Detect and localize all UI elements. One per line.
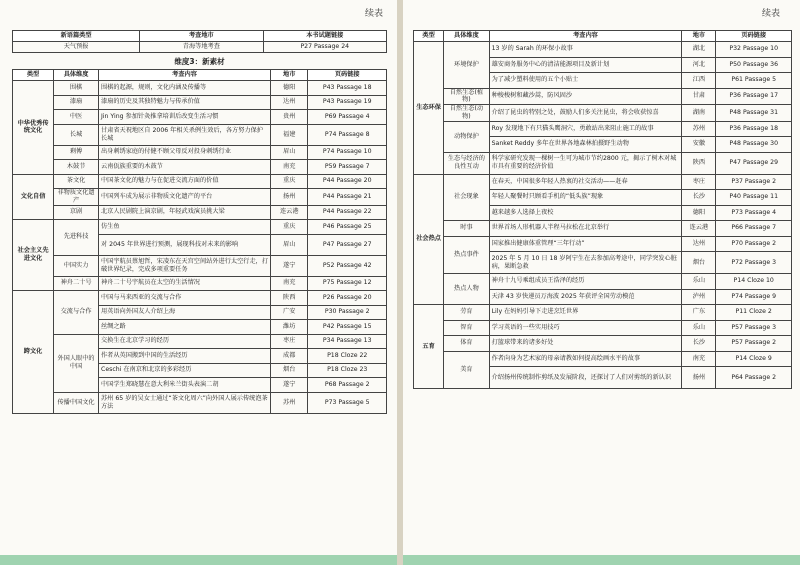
link-cell: P69 Passage 4 xyxy=(308,110,387,125)
content-cell: 2025 年 5 月 10 日 18 岁阿宁生在去参加高考途中，同学突发心脏病，果断急救 xyxy=(489,252,682,274)
city-cell: 枣庄 xyxy=(271,334,308,349)
left-material-table xyxy=(12,69,387,414)
content-cell: Roy 发现地下有只猫头鹰洞穴，勇敢站出来阻止施工的故事 xyxy=(489,121,682,137)
header-cell: 具体维度 xyxy=(54,70,99,81)
content-cell: 13 岁的 Sarah 的环保小故事 xyxy=(489,42,682,58)
city-cell: 广安 xyxy=(271,305,308,320)
header-cell: 考查内容 xyxy=(489,31,682,42)
dimension-cell: 中医 xyxy=(54,110,99,125)
city-cell: 烟台 xyxy=(682,252,716,274)
link-cell: P43 Passage 18 xyxy=(308,81,387,96)
table-row xyxy=(414,42,792,58)
link-cell: P14 Cloze 9 xyxy=(716,351,792,367)
table-row xyxy=(13,160,387,175)
link-cell: P75 Passage 12 xyxy=(308,276,387,291)
header-cell: 考查内容 xyxy=(99,70,271,81)
city-cell: 重庆 xyxy=(271,220,308,235)
header-cell: 本书试题链接 xyxy=(263,31,386,42)
left-page xyxy=(0,0,397,565)
content-cell: 中国与马来西亚的交流与合作 xyxy=(99,291,271,306)
dimension-cell: 美育 xyxy=(444,351,489,389)
table-row xyxy=(13,110,387,125)
link-cell: P52 Passage 42 xyxy=(308,255,387,276)
right-page xyxy=(403,0,800,565)
table-row xyxy=(414,105,792,122)
link-cell: P57 Passage 3 xyxy=(716,320,792,336)
content-cell: 作者向身为艺术家的母亲请教如何提高绘画水平的故事 xyxy=(489,351,682,367)
city-cell: 甘肃 xyxy=(682,88,716,105)
city-cell: 扬州 xyxy=(271,189,308,206)
content-cell: 在春天，中国很多年轻人热衷的社交活动——赶春 xyxy=(489,174,682,190)
link-cell: P74 Passage 8 xyxy=(308,124,387,145)
link-cell: P73 Passage 5 xyxy=(308,392,387,413)
content-cell: 漆扇的历史及其独特魅力与传承价值 xyxy=(99,95,271,110)
link-cell: P36 Passage 17 xyxy=(716,88,792,105)
table-row xyxy=(13,189,387,206)
bottom-band-right xyxy=(403,555,800,565)
content-cell: 越来越多人选择上夜校 xyxy=(489,205,682,221)
city-cell: 德阳 xyxy=(271,81,308,96)
cell: 天气预报 xyxy=(13,42,140,53)
content-cell: 中国宇航员蔡旭哲，宋凌东在天宫空间站外进行太空行走，打破世界纪录，完成多项重要任务 xyxy=(99,255,271,276)
link-cell: P34 Passage 13 xyxy=(308,334,387,349)
type-cell: 生态环保 xyxy=(414,42,444,175)
city-cell: 德阳 xyxy=(682,205,716,221)
city-cell: 河北 xyxy=(682,57,716,73)
city-cell: 湖南 xyxy=(682,105,716,122)
city-cell: 贵州 xyxy=(271,110,308,125)
city-cell: 连云港 xyxy=(682,221,716,237)
table-row xyxy=(414,88,792,105)
cell: 青海等地考查 xyxy=(140,42,263,53)
dimension-cell: 生态与经济的良性互动 xyxy=(444,152,489,174)
city-cell: 安徽 xyxy=(682,137,716,153)
link-cell: P18 Cloze 22 xyxy=(308,349,387,364)
dimension-cell: 漆扇 xyxy=(54,95,99,110)
content-cell: 种梭梭树和藏沙蒿，防风固沙 xyxy=(489,88,682,105)
link-cell: P72 Passage 3 xyxy=(716,252,792,274)
city-cell: 南充 xyxy=(682,351,716,367)
table-row xyxy=(13,334,387,349)
content-cell: Lily 在妈妈引导下走进烹饪世界 xyxy=(489,305,682,321)
content-cell: 出身刺绣家庭的付健不顾父母反对投身刺绣行业 xyxy=(99,145,271,160)
dimension-cell: 社会现象 xyxy=(444,174,489,221)
link-cell: P61 Passage 5 xyxy=(716,73,792,89)
link-cell: P11 Cloze 2 xyxy=(716,305,792,321)
dimension-cell: 剩傅 xyxy=(54,145,99,160)
type-cell: 五育 xyxy=(414,305,444,389)
header-cell: 地市 xyxy=(682,31,716,42)
dimension-cell: 环境保护 xyxy=(444,42,489,89)
city-cell: 苏州 xyxy=(271,392,308,413)
city-cell: 广东 xyxy=(682,305,716,321)
table-row xyxy=(414,305,792,321)
table-row xyxy=(13,276,387,291)
city-cell: 陕西 xyxy=(682,152,716,174)
header-cell: 页码链接 xyxy=(308,70,387,81)
table-row xyxy=(13,220,387,235)
link-cell: P46 Passage 25 xyxy=(308,220,387,235)
link-cell: P48 Passage 30 xyxy=(716,137,792,153)
dimension-cell: 茶文化 xyxy=(54,174,99,189)
dimension-cell: 神舟二十号 xyxy=(54,276,99,291)
content-cell: 学习英语的一些实用技巧 xyxy=(489,320,682,336)
city-cell: 福建 xyxy=(271,124,308,145)
right-material-table xyxy=(413,30,792,389)
content-cell: 中国列车成为展示非物质文化遗产的平台 xyxy=(99,189,271,206)
dimension-cell: 木鼓节 xyxy=(54,160,99,175)
header-cell: 类型 xyxy=(414,31,444,42)
city-cell: 乐山 xyxy=(682,274,716,290)
section-title: 维度3：新素材 xyxy=(174,57,225,66)
city-cell: 湖北 xyxy=(682,42,716,58)
content-cell: Jin Ying 参加针灸推拿培训后改变生活习惯 xyxy=(99,110,271,125)
table-row xyxy=(414,320,792,336)
content-cell: 天津 43 岁快递员万海波 2025 年获评全国劳动模范 xyxy=(489,289,682,305)
link-cell: P18 Cloze 23 xyxy=(308,363,387,378)
content-cell: 中国茶文化的魅力与在促进交流方面的价值 xyxy=(99,174,271,189)
link-cell: P74 Passage 9 xyxy=(716,289,792,305)
link-cell: P44 Passage 20 xyxy=(308,174,387,189)
table-row xyxy=(13,145,387,160)
city-cell: 遂宁 xyxy=(271,378,308,393)
city-cell: 江西 xyxy=(682,73,716,89)
header-cell: 类型 xyxy=(13,70,54,81)
table-row xyxy=(414,152,792,174)
content-cell: 世界首场人形机器人半程马拉松在北京举行 xyxy=(489,221,682,237)
city-cell: 长沙 xyxy=(682,190,716,206)
dimension-cell: 长城 xyxy=(54,124,99,145)
city-cell: 烟台 xyxy=(271,363,308,378)
table-row xyxy=(13,255,387,276)
link-cell: P42 Passage 15 xyxy=(308,320,387,335)
content-cell: 围棋的起源，规则，文化内涵及传播等 xyxy=(99,81,271,96)
dimension-cell: 交流与合作 xyxy=(54,291,99,335)
link-cell: P68 Passage 2 xyxy=(308,378,387,393)
dimension-cell: 外国人眼中的中国 xyxy=(54,334,99,392)
header-cell: 地市 xyxy=(271,70,308,81)
header-cell: 新语篇类型 xyxy=(13,31,140,42)
link-cell: P36 Passage 18 xyxy=(716,121,792,137)
content-cell: 北京人民剧院上演京剧，年轻武戏演员挑大梁 xyxy=(99,205,271,220)
city-cell: 南充 xyxy=(271,276,308,291)
content-cell: 云南佤族重要的木鼓节 xyxy=(99,160,271,175)
content-cell: 作者从英国搬到中国的生活经历 xyxy=(99,349,271,364)
content-cell: 为了减少塑料使用的五个小贴士 xyxy=(489,73,682,89)
link-cell: P26 Passage 20 xyxy=(308,291,387,306)
new-text-type-table xyxy=(12,30,387,53)
content-cell: 介绍了昆虫的特别之处，鼓励人们多关注昆虫，将会收获惊喜 xyxy=(489,105,682,122)
content-cell: 仿生鱼 xyxy=(99,220,271,235)
left-continued-label: 续表 xyxy=(364,9,383,19)
type-cell: 社会热点 xyxy=(414,174,444,305)
table-row xyxy=(13,81,387,96)
type-cell: 社会主义先进文化 xyxy=(13,220,54,291)
content-cell: 雄安商务服务中心的清洁能源项目及新计划 xyxy=(489,57,682,73)
city-cell: 成都 xyxy=(271,349,308,364)
content-cell: 丝绸之路 xyxy=(99,320,271,335)
link-cell: P37 Passage 2 xyxy=(716,174,792,190)
table-row xyxy=(414,274,792,290)
city-cell: 连云港 xyxy=(271,205,308,220)
table-row xyxy=(414,336,792,352)
city-cell: 乐山 xyxy=(682,320,716,336)
content-cell: 介绍扬州传统制作剪纸及发展阶段，还探讨了人们对剪纸的新认识 xyxy=(489,367,682,389)
table-row xyxy=(414,236,792,252)
link-cell: P47 Passage 27 xyxy=(308,234,387,255)
link-cell: P74 Passage 10 xyxy=(308,145,387,160)
content-cell: Sanket Reddy 多年在世界各地森林拍摄野生动物 xyxy=(489,137,682,153)
city-cell: 达州 xyxy=(682,236,716,252)
content-cell: Ceschi 在南京和北京的多彩经历 xyxy=(99,363,271,378)
type-cell: 文化自信 xyxy=(13,174,54,220)
cell: P27 Passage 24 xyxy=(263,42,386,53)
dimension-cell: 京剧 xyxy=(54,205,99,220)
dimension-cell: 劳育 xyxy=(444,305,489,321)
city-cell: 潍坊 xyxy=(271,320,308,335)
dimension-cell: 热点事件 xyxy=(444,236,489,274)
city-cell: 眉山 xyxy=(271,234,308,255)
city-cell: 眉山 xyxy=(271,145,308,160)
dimension-cell: 自然生态(动物) xyxy=(444,105,489,122)
link-cell: P50 Passage 36 xyxy=(716,57,792,73)
dimension-cell: 非物质文化遗产 xyxy=(54,189,99,206)
content-cell: 对 2045 年世界进行预测，展现科技对未来的影响 xyxy=(99,234,271,255)
dimension-cell: 传播中国文化 xyxy=(54,392,99,413)
content-cell: 年轻人聚餐时只顾看手机的“低头族”现象 xyxy=(489,190,682,206)
table-row xyxy=(414,174,792,190)
link-cell: P14 Cloze 10 xyxy=(716,274,792,290)
link-cell: P70 Passage 2 xyxy=(716,236,792,252)
type-cell: 跨文化 xyxy=(13,291,54,414)
dimension-cell: 体育 xyxy=(444,336,489,352)
dimension-cell: 围棋 xyxy=(54,81,99,96)
link-cell: P57 Passage 2 xyxy=(716,336,792,352)
type-cell: 中华优秀传统文化 xyxy=(13,81,54,175)
dimension-cell: 先进科技 xyxy=(54,220,99,256)
table-row xyxy=(13,174,387,189)
link-cell: P59 Passage 7 xyxy=(308,160,387,175)
table-row xyxy=(13,95,387,110)
bottom-band-left xyxy=(0,555,397,565)
link-cell: P44 Passage 21 xyxy=(308,189,387,206)
content-cell: 打篮球带来的诸多好处 xyxy=(489,336,682,352)
header-cell: 页码链接 xyxy=(716,31,792,42)
dimension-cell: 热点人物 xyxy=(444,274,489,305)
link-cell: P73 Passage 4 xyxy=(716,205,792,221)
city-cell: 苏州 xyxy=(682,121,716,137)
table-row xyxy=(13,291,387,306)
dimension-cell: 自然生态(植物) xyxy=(444,88,489,105)
dimension-cell: 智育 xyxy=(444,320,489,336)
table-row xyxy=(414,351,792,367)
city-cell: 达州 xyxy=(271,95,308,110)
right-continued-label: 续表 xyxy=(761,9,780,19)
content-cell: 甘肃省天祝地区自 2006 年相关杀例生效后，各方努力保护长城 xyxy=(99,124,271,145)
content-cell: 国家推出健康体重管理“三年行动” xyxy=(489,236,682,252)
city-cell: 扬州 xyxy=(682,367,716,389)
table-row xyxy=(414,121,792,137)
header-cell: 具体维度 xyxy=(444,31,489,42)
link-cell: P66 Passage 7 xyxy=(716,221,792,237)
city-cell: 长沙 xyxy=(682,336,716,352)
link-cell: P64 Passage 2 xyxy=(716,367,792,389)
content-cell: 苏州 65 岁的吴女士通过“茶文化周六”向外国人展示传统泡茶方法 xyxy=(99,392,271,413)
content-cell: 用英语向外国友人介绍上海 xyxy=(99,305,271,320)
city-cell: 泸州 xyxy=(682,289,716,305)
link-cell: P43 Passage 19 xyxy=(308,95,387,110)
table-row xyxy=(13,205,387,220)
city-cell: 南充 xyxy=(271,160,308,175)
table-row xyxy=(414,221,792,237)
city-cell: 遂宁 xyxy=(271,255,308,276)
link-cell: P32 Passage 10 xyxy=(716,42,792,58)
table-row xyxy=(13,124,387,145)
dimension-cell: 动物保护 xyxy=(444,121,489,152)
link-cell: P48 Passage 31 xyxy=(716,105,792,122)
content-cell: 神舟二十号宇航员在太空的生活情况 xyxy=(99,276,271,291)
dimension-cell: 时事 xyxy=(444,221,489,237)
content-cell: 科学家研究发现一棵树一生可为城市节约2800 元，揭示了树木对城市具有重要的经济价值 xyxy=(489,152,682,174)
link-cell: P30 Passage 2 xyxy=(308,305,387,320)
content-cell: 神舟十九号乘组成员王浩泽的经历 xyxy=(489,274,682,290)
header-cell: 考查地市 xyxy=(140,31,263,42)
city-cell: 重庆 xyxy=(271,174,308,189)
city-cell: 枣庄 xyxy=(682,174,716,190)
link-cell: P44 Passage 22 xyxy=(308,205,387,220)
link-cell: P47 Passage 29 xyxy=(716,152,792,174)
link-cell: P40 Passage 11 xyxy=(716,190,792,206)
city-cell: 陕西 xyxy=(271,291,308,306)
table-row xyxy=(13,392,387,413)
content-cell: 交换生在北京学习的经历 xyxy=(99,334,271,349)
content-cell: 中国学生郑晓慧在意大利米兰街头表演二胡 xyxy=(99,378,271,393)
dimension-cell: 中国实力 xyxy=(54,255,99,276)
